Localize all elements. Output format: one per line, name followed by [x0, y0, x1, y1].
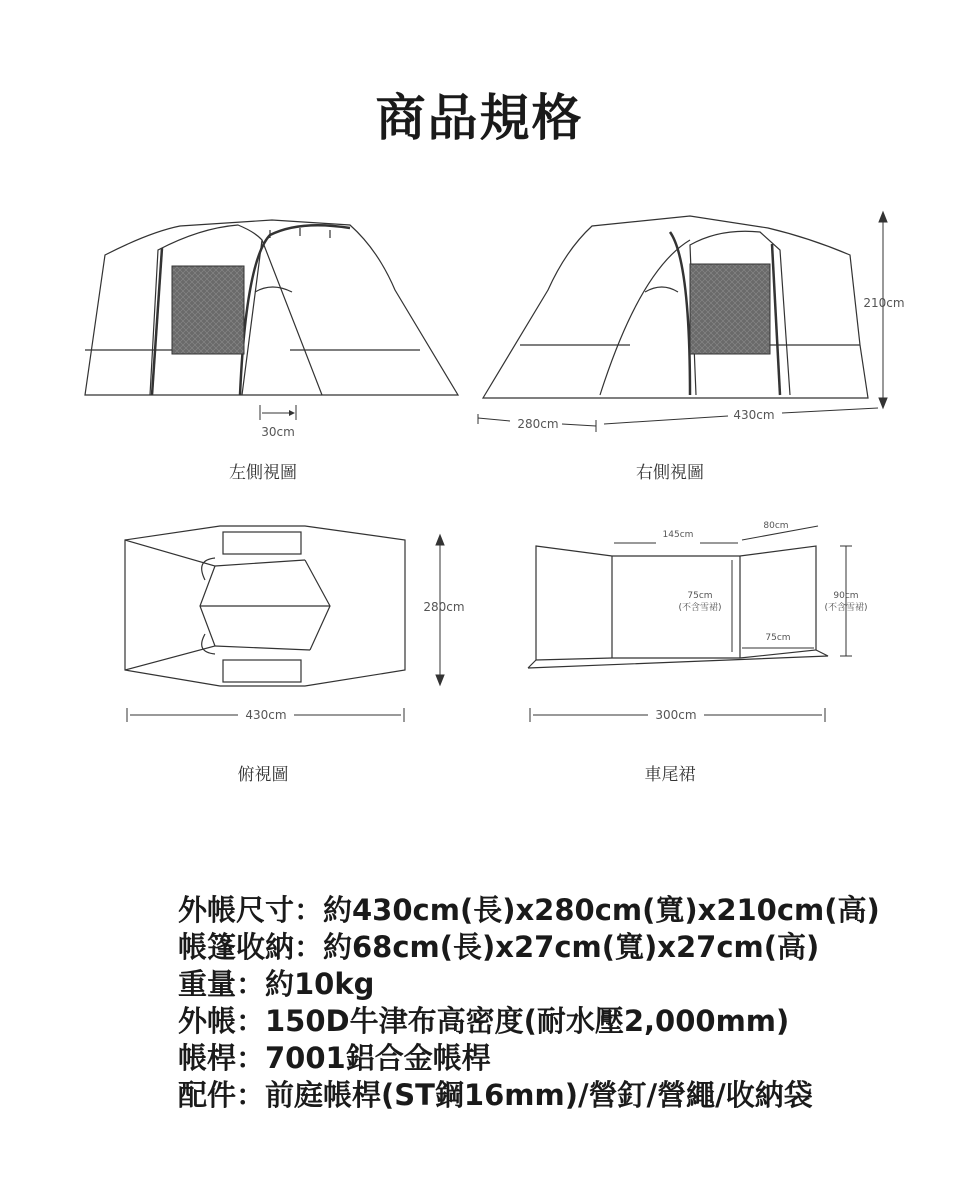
- caption-skirt: 車尾裙: [644, 765, 696, 785]
- left-side-view: [85, 220, 458, 395]
- dim-90-label: 90cm: [833, 591, 859, 601]
- caption-left: 左側視圖: [229, 463, 297, 483]
- dim-280-top-label: 280cm: [423, 600, 465, 614]
- caption-top: 俯視圖: [237, 765, 289, 785]
- spec-list: [178, 892, 880, 1114]
- page-title: 商品規格: [375, 89, 584, 147]
- mesh-window-right: [690, 264, 770, 354]
- dim-145-label: 145cm: [662, 530, 694, 540]
- dim-90-note: (不含雪裙): [824, 603, 868, 613]
- dim-280-front-label: 280cm: [517, 417, 559, 431]
- dim-210-label: 210cm: [863, 296, 905, 310]
- spec-fabric: 外帳：150D牛津布高密度(耐水壓2,000mm): [178, 1004, 790, 1038]
- dim-90: [840, 546, 852, 656]
- dim-75h-note: (不含雪裙): [678, 603, 722, 613]
- spec-weight: 重量：約10kg: [178, 967, 375, 1001]
- spec-packed-size: 帳篷收納：約68cm(長)x27cm(寬)x27cm(高): [178, 930, 820, 964]
- mesh-window: [172, 266, 244, 354]
- dim-80-label: 80cm: [763, 521, 789, 531]
- dim-30-label: 30cm: [261, 425, 295, 439]
- dim-430-right-label: 430cm: [733, 408, 775, 422]
- dim-75h-label: 75cm: [687, 591, 713, 601]
- dim-75w-label: 75cm: [765, 633, 791, 643]
- spec-poles: 帳桿：7001鋁合金帳桿: [178, 1041, 491, 1075]
- spec-outer-size: 外帳尺寸：約430cm(長)x280cm(寬)x210cm(高): [178, 893, 880, 927]
- dim-height: [879, 212, 887, 408]
- dim-30: [260, 405, 296, 420]
- caption-right: 右側視圖: [636, 463, 704, 483]
- right-side-view: [483, 216, 868, 398]
- dim-430-top-label: 430cm: [245, 708, 287, 722]
- spec-accessories: 配件：前庭帳桿(ST鋼16mm)/營釘/營繩/收納袋: [178, 1078, 813, 1112]
- dim-300-label: 300cm: [655, 708, 697, 722]
- top-view: [125, 526, 405, 686]
